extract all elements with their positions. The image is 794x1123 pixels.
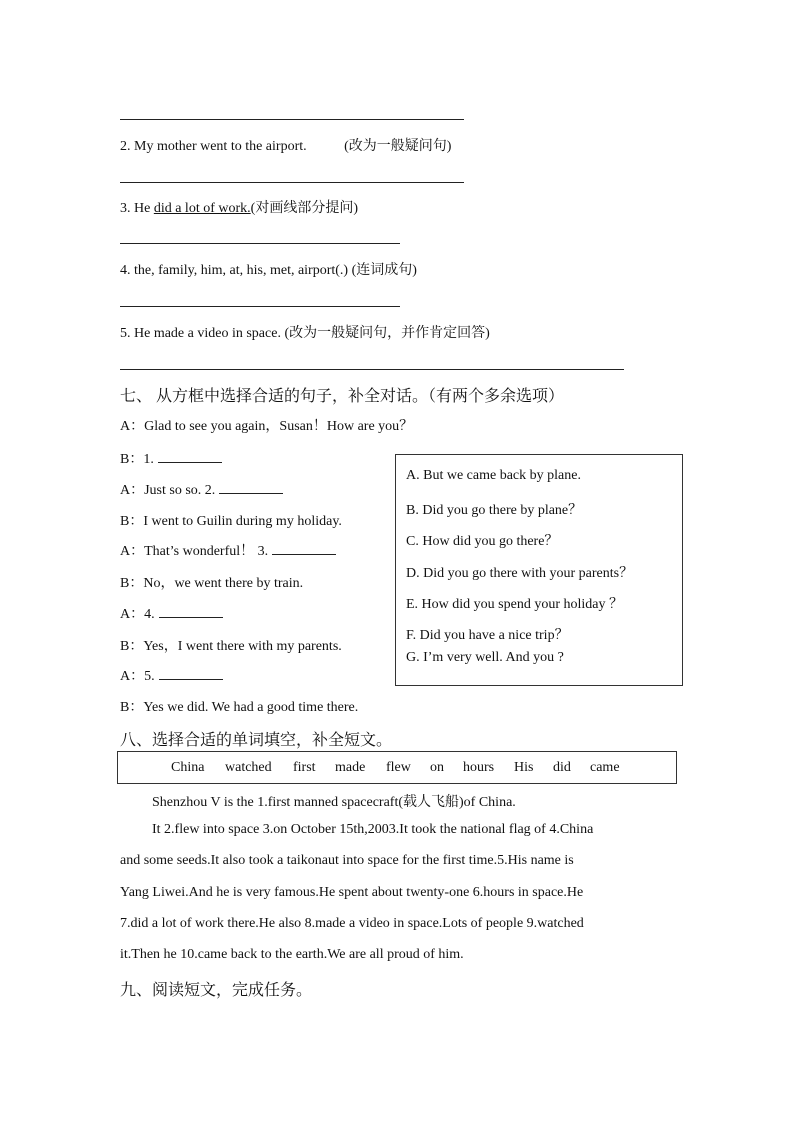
question-2 — [120, 135, 451, 155]
answer-line-4 — [120, 306, 400, 307]
answer-blank-3[interactable] — [272, 540, 336, 555]
word-bank-item: China — [171, 760, 205, 775]
question-3-prefix: 3. He — [120, 201, 151, 216]
dialogue-text: B：1. — [120, 452, 154, 467]
dialogue-line-3 — [120, 479, 283, 499]
dialogue-line-10 — [120, 696, 358, 716]
answer-line-3 — [120, 243, 400, 244]
option-b: B. Did you go there by plane？ — [406, 503, 583, 518]
dialogue-line-9 — [120, 665, 223, 685]
question-5: 5. He made a video in space. (改为一般疑问句，并作肯定回答) — [120, 326, 490, 341]
dialogue-text: A：Glad to see you again，Susan！How are you？ — [120, 419, 414, 434]
passage-line-2: It 2.flew into space 3.on October 15th,2003.It took the national flag of 4.China — [152, 822, 594, 837]
word-bank-item: flew — [386, 760, 411, 775]
dialogue-line-5 — [120, 540, 336, 560]
question-3 — [120, 197, 358, 217]
question-4: 4. the, family, him, at, his, met, airport(.) (连词成句) — [120, 263, 417, 278]
word-bank-item: on — [430, 760, 444, 775]
dialogue-text: B：Yes，I went there with my parents. — [120, 639, 342, 654]
dialogue-text: A：That’s wonderful！ 3. — [120, 544, 269, 559]
option-g: G. I’m very well. And you ? — [406, 650, 564, 665]
word-bank-item: did — [553, 760, 571, 775]
dialogue-text: A：Just so so. 2. — [120, 483, 216, 498]
word-bank-item: made — [335, 760, 366, 775]
answer-blank-2[interactable] — [219, 479, 283, 494]
part7-heading: 七、 从方框中选择合适的句子，补全对话。（有两个多余选项） — [120, 388, 565, 405]
question-3-underlined: did a lot of work. — [153, 201, 251, 216]
word-bank-item: first — [293, 760, 316, 775]
dialogue-line-7 — [120, 603, 223, 623]
answer-blank-1[interactable] — [158, 448, 222, 463]
question-2-text: 2. My mother went to the airport. — [120, 139, 307, 154]
word-bank-item: hours — [463, 760, 495, 775]
dialogue-text: B：Yes we did. We had a good time there. — [120, 700, 359, 715]
dialogue-text: A：4. — [120, 607, 155, 622]
dialogue-line-4 — [120, 510, 342, 530]
part9-heading: 九、阅读短文，完成任务。 — [120, 982, 313, 999]
word-bank-item: watched — [225, 760, 272, 775]
question-2-instruction: (改为一般疑问句) — [344, 139, 452, 154]
option-e: E. How did you spend your holiday ？ — [406, 597, 623, 612]
word-bank-box — [117, 751, 677, 784]
dialogue-text: B：No，we went there by train. — [120, 576, 304, 591]
dialogue-text: B：I went to Guilin during my holiday. — [120, 514, 342, 529]
passage-line-4: Yang Liwei.And he is very famous.He spent about twenty-one 6.hours in space.He — [120, 885, 584, 900]
answer-line-1 — [120, 119, 464, 120]
dialogue-text: A：5. — [120, 669, 155, 684]
passage-line-6: it.Then he 10.came back to the earth.We are all proud of him. — [120, 947, 464, 962]
option-c: C. How did you go there？ — [406, 534, 559, 549]
passage-line-3: and some seeds.It also took a taikonaut into space for the first time.5.His name is — [120, 853, 574, 868]
option-f: F. Did you have a nice trip？ — [406, 628, 569, 643]
passage-line-1: Shenzhou V is the 1.first manned spacecraft(载人飞船)of China. — [152, 795, 516, 810]
options-box — [395, 454, 683, 686]
word-bank-item: His — [514, 760, 534, 775]
dialogue-line-8 — [120, 635, 342, 655]
option-d: D. Did you go there with your parents？ — [406, 566, 634, 581]
dialogue-line-6 — [120, 572, 303, 592]
option-a: A. But we came back by plane. — [406, 468, 581, 483]
answer-blank-4[interactable] — [159, 603, 223, 618]
passage-line-5: 7.did a lot of work there.He also 8.made a video in space.Lots of people 9.watched — [120, 916, 584, 931]
answer-line-2 — [120, 182, 464, 183]
answer-line-5 — [120, 369, 624, 370]
part8-heading: 八、选择合适的单词填空，补全短文。 — [120, 732, 393, 749]
answer-blank-5[interactable] — [159, 665, 223, 680]
word-bank-item: came — [590, 760, 620, 775]
dialogue-line-1 — [120, 415, 413, 435]
dialogue-line-2 — [120, 448, 222, 468]
question-3-instruction: (对画线部分提问) — [250, 201, 358, 216]
